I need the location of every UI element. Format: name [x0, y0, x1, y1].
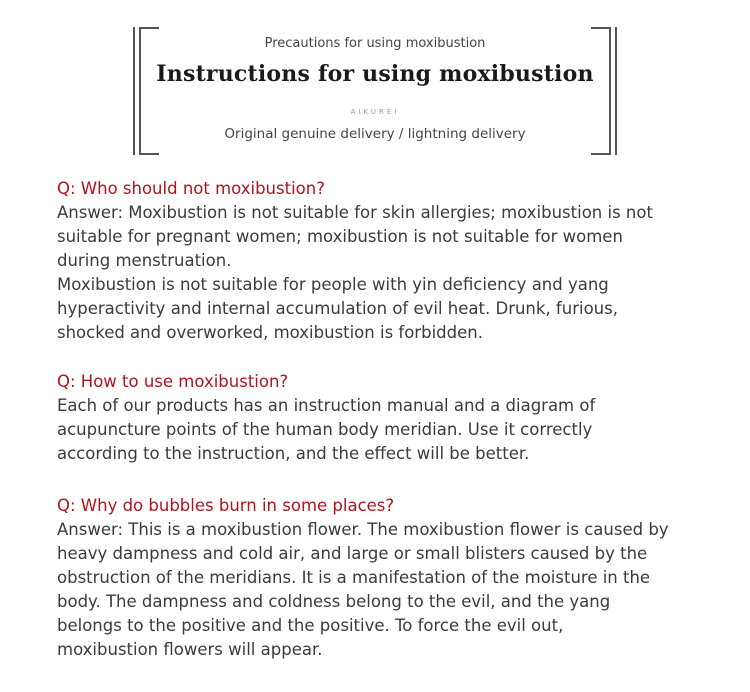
- header-subtitle: Precautions for using moxibustion: [264, 36, 486, 51]
- faq-answer-line: shocked and overworked, moxibustion is forbidden.: [57, 323, 483, 342]
- faq-item-who-should-not: [57, 177, 707, 345]
- faq-answer-line: suitable for pregnant women; moxibustion is not suitable for women: [57, 227, 623, 246]
- faq-answer-line: according to the instruction, and the effect will be better.: [57, 444, 530, 463]
- faq-item-bubbles: [57, 494, 707, 662]
- faq-answer-line: moxibustion flowers will appear.: [57, 640, 323, 659]
- faq-item-how-to-use: [57, 370, 707, 466]
- delivery-note: Original genuine delivery / lightning delivery: [224, 126, 526, 142]
- page-title: Instructions for using moxibustion: [156, 61, 594, 87]
- brand-name: AIKUREI: [350, 108, 400, 116]
- faq-answer-line: Answer: This is a moxibustion flower. The moxibustion flower is caused by: [57, 520, 669, 539]
- faq-answer-line: during menstruation.: [57, 251, 232, 270]
- faq-question: Q: Why do bubbles burn in some places?: [57, 496, 395, 515]
- header-banner: [133, 27, 617, 155]
- faq-answer-line: Each of our products has an instruction manual and a diagram of: [57, 396, 596, 415]
- faq-answer-line: body. The dampness and coldness belong to the evil, and the yang: [57, 592, 611, 611]
- faq-question: Q: Who should not moxibustion?: [57, 179, 325, 198]
- faq-question: Q: How to use moxibustion?: [57, 372, 289, 391]
- faq-answer-line: hyperactivity and internal accumulation of evil heat. Drunk, furious,: [57, 299, 618, 318]
- faq-answer-line: Moxibustion is not suitable for people with yin deficiency and yang: [57, 275, 609, 294]
- faq-answer-line: Answer: Moxibustion is not suitable for skin allergies; moxibustion is not: [57, 203, 653, 222]
- faq-answer-line: heavy dampness and cold air, and large or small blisters caused by the: [57, 544, 648, 563]
- faq-answer-line: obstruction of the meridians. It is a manifestation of the moisture in the: [57, 568, 651, 587]
- faq-answer-line: acupuncture points of the human body meridian. Use it correctly: [57, 420, 593, 439]
- faq-answer-line: belongs to the positive and the positive. To force the evil out,: [57, 616, 564, 635]
